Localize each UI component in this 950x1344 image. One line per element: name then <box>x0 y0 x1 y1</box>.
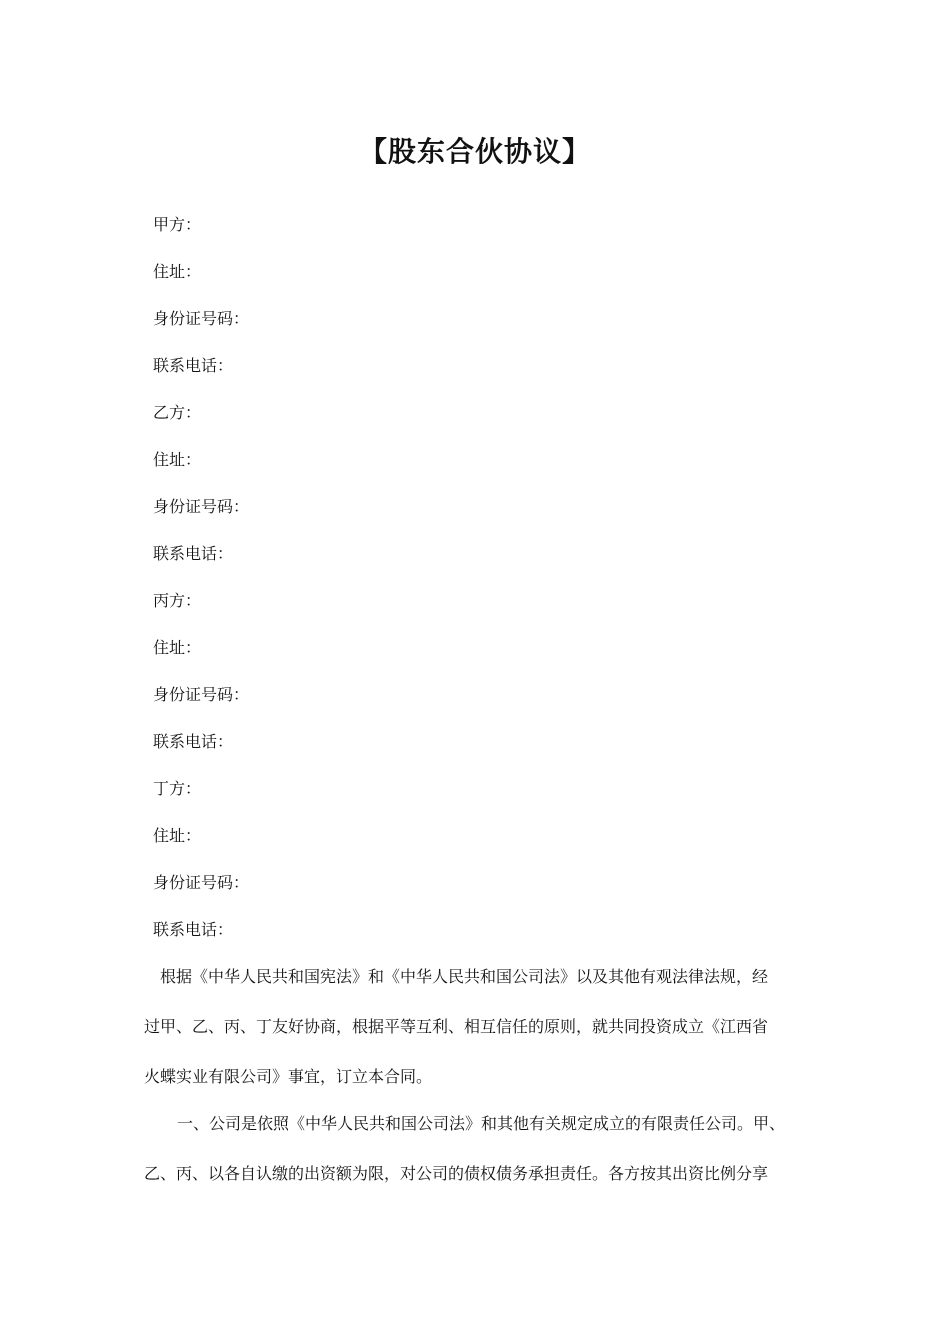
party-a-address-label: 住址： <box>153 262 202 281</box>
party-b-address-label: 住址： <box>153 450 202 469</box>
party-a-label: 甲方： <box>153 215 202 234</box>
party-c-phone-label: 联系电话： <box>153 732 234 751</box>
clause-1-paragraph <box>144 1099 814 1199</box>
party-d-address-label: 住址： <box>153 826 202 845</box>
party-a-id-label: 身份证号码： <box>153 309 250 328</box>
preamble-line: 过甲、乙、丙、丁友好协商，根据平等互利、相互信任的原则，就共同投资成立《江西省 <box>144 1017 769 1036</box>
preamble-line: 火蝶实业有限公司》事宜，订立本合同。 <box>144 1067 433 1086</box>
party-c-label: 丙方： <box>153 591 202 610</box>
party-c-address-label: 住址： <box>153 638 202 657</box>
party-b-label: 乙方： <box>153 403 202 422</box>
party-b-phone-label: 联系电话： <box>153 544 234 563</box>
preamble-line: 根据《中华人民共和国宪法》和《中华人民共和国公司法》以及其他有观法律法规，经 <box>160 967 769 986</box>
party-a-phone-label: 联系电话： <box>153 356 234 375</box>
document-title: 【股东合伙协议】 <box>358 135 591 168</box>
party-info-list <box>153 211 249 963</box>
party-d-id-label: 身份证号码： <box>153 873 250 892</box>
clause-1-line: 乙、丙、以各自认缴的出资额为限，对公司的债权债务承担责任。各方按其出资比例分享 <box>144 1164 769 1183</box>
party-b-id-label: 身份证号码： <box>153 497 250 516</box>
party-d-phone-label: 联系电话： <box>153 920 234 939</box>
preamble-paragraph <box>144 952 814 1102</box>
party-d-label: 丁方： <box>153 779 202 798</box>
party-c-id-label: 身份证号码： <box>153 685 250 704</box>
clause-1-line: 一、公司是依照《中华人民共和国公司法》和其他有关规定成立的有限责任公司。甲、 <box>177 1114 786 1133</box>
